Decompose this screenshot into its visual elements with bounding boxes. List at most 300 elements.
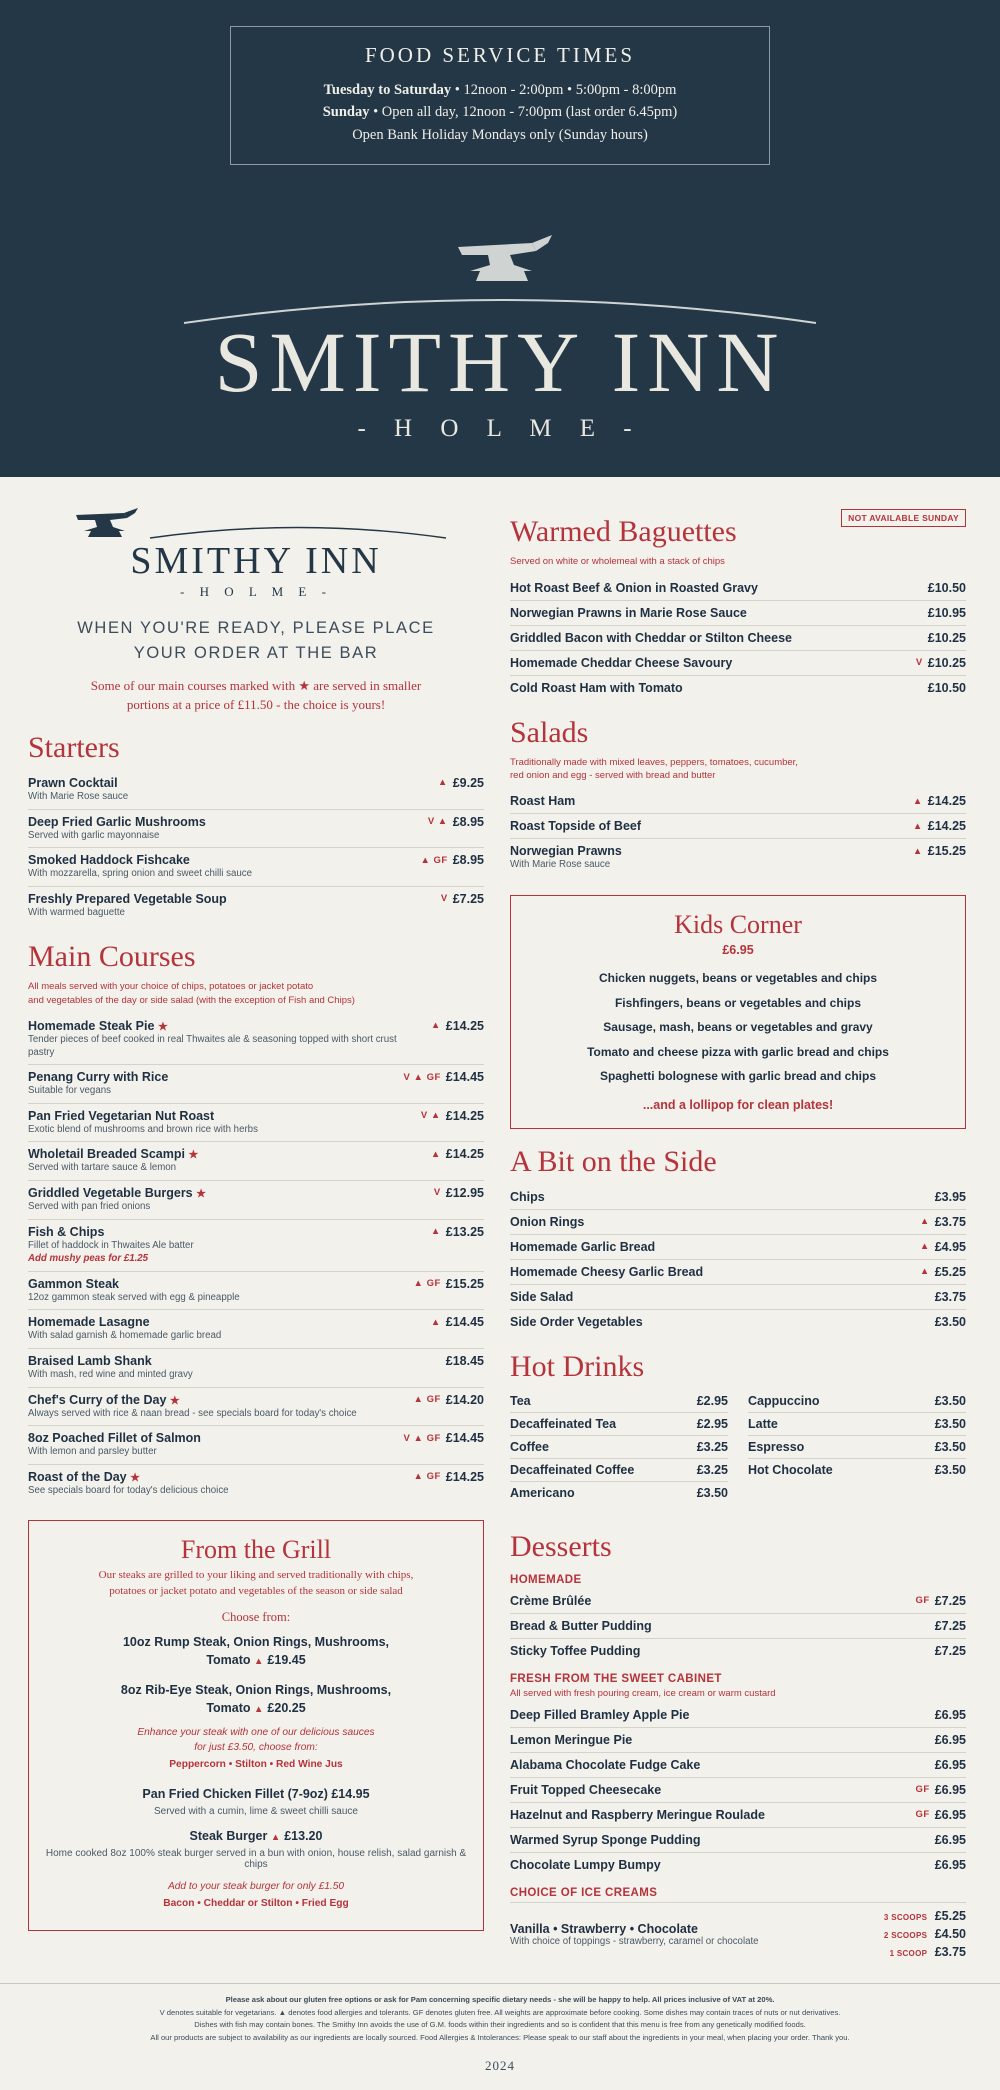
grill-item [45, 1827, 467, 1845]
desserts-heading: Desserts [510, 1529, 612, 1563]
menu-item [510, 1589, 966, 1613]
item-tags: ▲ [437, 777, 448, 789]
order-instruction-line2: YOUR ORDER AT THE BAR [133, 644, 379, 663]
item-name: Homemade Steak Pie [28, 1018, 155, 1033]
item-desc: Suitable for vegans [28, 1085, 111, 1097]
item-price: £3.75 [934, 1289, 966, 1304]
grill-item [45, 1633, 467, 1669]
hot-drinks-right-column [748, 1390, 966, 1504]
item-price: £3.75 [934, 1214, 966, 1229]
item-price: £10.50 [927, 580, 966, 595]
item-tags: ▲ [919, 1241, 930, 1253]
item-name: Roast Ham [510, 794, 576, 809]
item-tags: V [433, 1187, 441, 1199]
drink-price: £3.25 [696, 1462, 728, 1477]
drink-price: £3.50 [934, 1439, 966, 1454]
ice-cream-label: CHOICE OF ICE CREAMS [510, 1886, 658, 1899]
menu-item [28, 1141, 484, 1180]
ice-cream-price: £5.25 [934, 1908, 966, 1923]
menu-item [510, 1309, 966, 1334]
grill-item-tags: ▲ [254, 1703, 264, 1715]
menu-item [510, 1234, 966, 1259]
not-available-sunday-badge: NOT AVAILABLE SUNDAY [841, 509, 966, 527]
menu-item [510, 600, 966, 625]
menu-item [510, 1852, 966, 1877]
item-price: £7.25 [452, 891, 484, 906]
grill-item-desc: Home cooked 8oz 100% steak burger served in a bun with onion, house relish, salad garnish & chips [45, 1848, 467, 1871]
menu-item [28, 771, 484, 809]
item-price: £18.45 [445, 1354, 484, 1369]
menu-item [28, 886, 484, 925]
menu-item [28, 1014, 484, 1064]
smaller-portion-star-icon: ★ [196, 1187, 206, 1200]
item-name: Bread & Butter Pudding [510, 1618, 652, 1633]
food-service-times-box [230, 26, 770, 165]
order-instruction [28, 616, 484, 666]
anvil-icon [440, 221, 560, 287]
mains-subtitle-line2: and vegetables of the day or side salad (with the exception of Fish and Chips) [28, 994, 355, 1006]
grill-item-price: £13.20 [284, 1829, 323, 1844]
order-instruction-line1: WHEN YOU'RE READY, PLEASE PLACE [77, 619, 435, 638]
item-desc: Exotic blend of mushrooms and brown rice with herbs [28, 1123, 258, 1135]
grill-item [45, 1681, 467, 1717]
times-line-2 [241, 101, 759, 123]
drink-name: Cappuccino [748, 1393, 820, 1408]
drink-name: Espresso [748, 1439, 805, 1454]
item-price: £14.25 [445, 1108, 484, 1123]
item-tags: ▲ [912, 820, 923, 832]
item-price: £10.95 [927, 605, 966, 620]
item-tags: ▲ [919, 1216, 930, 1228]
item-price: £9.25 [452, 775, 484, 790]
secondary-logo [28, 499, 484, 600]
menu-item [510, 1185, 966, 1209]
ice-cream-row [510, 1902, 966, 1965]
ice-cream-scoops: 3 SCOOPS [883, 1912, 928, 1922]
grill-item-price: £20.25 [267, 1700, 306, 1715]
hot-drinks-lists [510, 1390, 966, 1504]
item-tags: GF [915, 1809, 930, 1821]
drink-price: £3.50 [934, 1416, 966, 1431]
item-name: Hot Roast Beef & Onion in Roasted Gravy [510, 580, 758, 595]
item-name: Hazelnut and Raspberry Meringue Roulade [510, 1807, 765, 1822]
menu-item [28, 847, 484, 886]
item-name: Gammon Steak [28, 1276, 120, 1291]
drink-price: £3.50 [934, 1462, 966, 1477]
drink-row [748, 1435, 966, 1458]
item-tags: V ▲ [420, 1110, 441, 1122]
logo-swoosh-icon-small [148, 521, 448, 541]
ice-cream-price-row [884, 1907, 966, 1925]
burger-addon-note [45, 1880, 467, 1912]
desserts-cabinet-desc: All served with fresh pouring cream, ice cream or warm custard [510, 1687, 776, 1699]
grill-item [45, 1785, 467, 1803]
grill-item-desc: Served with a cumin, lime & sweet chilli sauce [154, 1806, 358, 1818]
grill-item-tags: ▲ [270, 1832, 281, 1844]
menu-item [510, 1703, 966, 1727]
grill-item-name-line2: Tomato [206, 1700, 251, 1715]
item-price: £7.25 [934, 1618, 966, 1633]
secondary-logo-title: SMITHY INN [130, 540, 382, 583]
menu-item [510, 576, 966, 600]
item-desc: Fillet of haddock in Thwaites Ale batter [28, 1239, 194, 1251]
item-price: £10.50 [927, 680, 966, 695]
item-tags: GF [915, 1784, 930, 1796]
item-price: £14.25 [927, 819, 966, 834]
item-price: £6.95 [934, 1782, 966, 1797]
kids-heading: Kids Corner [674, 909, 802, 939]
item-desc: With salad garnish & homemade garlic bread [28, 1330, 222, 1342]
item-name: Fruit Topped Cheesecake [510, 1782, 662, 1797]
item-price: £10.25 [927, 655, 966, 670]
item-price: £4.95 [934, 1239, 966, 1254]
drink-price: £2.95 [696, 1393, 728, 1408]
item-tags: ▲ GF [413, 1394, 441, 1406]
menu-item [28, 1309, 484, 1348]
drink-price: £2.95 [696, 1416, 728, 1431]
menu-item [510, 1802, 966, 1827]
menu-item [510, 625, 966, 650]
menu-item [510, 650, 966, 675]
item-price: £6.95 [934, 1707, 966, 1722]
menu-item [510, 1777, 966, 1802]
grill-item-name-line1: 10oz Rump Steak, Onion Rings, Mushrooms, [122, 1635, 389, 1650]
item-tags: V ▲ [427, 816, 448, 828]
ice-cream-scoops: 1 SCOOP [889, 1949, 928, 1959]
anvil-icon-small [64, 499, 144, 541]
item-tags: ▲ GF [413, 1278, 441, 1290]
item-desc: See specials board for today's delicious choice [28, 1484, 229, 1496]
item-desc: Tender pieces of beef cooked in real Thwaites ale & seasoning topped with short crust pastry [28, 1033, 397, 1058]
ice-cream-price-row [884, 1925, 966, 1943]
grill-item-price: £14.95 [331, 1787, 370, 1802]
star-portion-note-line1: Some of our main courses marked with ★ are served in smaller [90, 677, 422, 693]
item-price: £6.95 [934, 1857, 966, 1872]
times-line-1-days: Tuesday to Saturday [323, 82, 452, 98]
item-price: £3.95 [934, 1189, 966, 1204]
kids-item: Spaghetti bolognese with garlic bread and chips [599, 1069, 877, 1084]
menu-item [28, 1219, 484, 1271]
menu-item [510, 1209, 966, 1234]
ice-cream-price: £4.50 [934, 1927, 966, 1941]
menu-item [28, 1387, 484, 1426]
hot-drinks-left-column [510, 1390, 728, 1504]
salads-heading: Salads [510, 715, 589, 749]
item-tags: ▲ [430, 1316, 441, 1328]
times-line-3: Open Bank Holiday Mondays only (Sunday hours) [352, 126, 648, 143]
drink-name: Coffee [510, 1439, 549, 1454]
item-name: Onion Rings [510, 1214, 585, 1229]
menu-item [28, 1103, 484, 1142]
item-name: Wholetail Breaded Scampi [28, 1147, 185, 1162]
item-name: Fish & Chips [28, 1224, 105, 1239]
desserts-homemade-list [510, 1589, 966, 1663]
item-tags: ▲ [430, 1020, 441, 1032]
item-name: Warmed Syrup Sponge Pudding [510, 1832, 701, 1847]
legal-footer [0, 1983, 1000, 2050]
drink-name: Decaffeinated Coffee [510, 1462, 635, 1477]
item-desc: With Marie Rose sauce [28, 790, 129, 802]
ice-cream-price: £3.75 [934, 1945, 966, 1960]
footer-line-4: All our products are subject to availability as our ingredients are locally sourced. Food Allergies & Intolerances: Please speak to our staff about the ingredients in your meal, when placing your order. Thank you. [150, 2032, 850, 2042]
item-name: Side Salad [510, 1289, 574, 1304]
item-name: Side Order Vegetables [510, 1314, 643, 1329]
hero-header [0, 0, 1000, 477]
baguettes-subtitle: Served on white or wholemeal with a stack of chips [510, 556, 725, 568]
footer-line-3: Dishes with fish may contain bones. The Smithy Inn avoids the use of G.M. foods within their ingredients and so is confident that this menu is free from any genetically modified foods. [194, 2020, 806, 2030]
mains-list [28, 1014, 484, 1503]
menu-item [28, 1425, 484, 1464]
desserts-homemade-label: HOMEMADE [510, 1573, 582, 1586]
item-price: £14.25 [445, 1018, 484, 1033]
grill-item-name-line1: Steak Burger [189, 1829, 268, 1844]
item-name: Pan Fried Vegetarian Nut Roast [28, 1108, 215, 1123]
item-name: Crème Brûlée [510, 1593, 592, 1608]
drink-row [748, 1390, 966, 1412]
menu-item [510, 1259, 966, 1284]
menu-item [510, 789, 966, 813]
item-name: Roast Topside of Beef [510, 819, 642, 834]
item-name: Roast of the Day [28, 1469, 127, 1484]
item-name: Homemade Garlic Bread [510, 1239, 656, 1254]
from-the-grill-box [28, 1520, 484, 1931]
menu-item [510, 1727, 966, 1752]
menu-item [28, 1064, 484, 1103]
item-desc: Served with pan fried onions [28, 1200, 151, 1212]
item-name: Homemade Cheddar Cheese Savoury [510, 655, 733, 670]
secondary-logo-subtitle: - H O L M E - [180, 584, 332, 600]
item-price: £12.95 [445, 1185, 484, 1200]
item-price: £15.25 [927, 844, 966, 859]
times-line-2-hours: • Open all day, 12noon - 7:00pm (last order 6.45pm) [369, 104, 678, 121]
item-name: Homemade Lasagne [28, 1315, 150, 1330]
item-price: £13.25 [445, 1224, 484, 1239]
drink-name: Tea [510, 1393, 531, 1408]
item-name: Norwegian Prawns in Marie Rose Sauce [510, 605, 747, 620]
menu-item [510, 1752, 966, 1777]
starters-heading: Starters [28, 730, 120, 764]
item-tags: ▲ [430, 1226, 441, 1238]
item-name: Penang Curry with Rice [28, 1070, 169, 1085]
item-price: £14.45 [445, 1431, 484, 1446]
kids-item: Tomato and cheese pizza with garlic bread and chips [587, 1044, 889, 1059]
item-desc-extra: Add mushy peas for £1.25 [28, 1253, 149, 1265]
times-title: FOOD SERVICE TIMES [364, 43, 636, 67]
item-name: Lemon Meringue Pie [510, 1732, 633, 1747]
star-portion-note-line2: portions at a price of £11.50 - the choice is yours! [126, 697, 386, 713]
kids-corner-box [510, 895, 966, 1129]
logo-subtitle: - H O L M E - [357, 415, 643, 443]
drink-row [510, 1435, 728, 1458]
drink-name: Americano [510, 1485, 575, 1500]
footer-line-1: Please ask about our gluten free options or ask for Pam concerning specific dietary needs - she will be happy to help. All prices inclusive of VAT at 20%. [225, 1995, 775, 2005]
item-price: £3.50 [934, 1314, 966, 1329]
item-price: £6.95 [934, 1732, 966, 1747]
desserts-cabinet-label: FRESH FROM THE SWEET CABINET [510, 1672, 722, 1685]
item-tags: ▲ GF [413, 1471, 441, 1483]
grill-note-line2: potatoes or jacket potato and vegetables of the season or side salad [109, 1585, 403, 1598]
grill-item-name-line1: Pan Fried Chicken Fillet (7-9oz) [142, 1787, 328, 1802]
footer-year: 2024 [485, 2058, 515, 2074]
item-price: £14.20 [445, 1392, 484, 1407]
item-tags: ▲ [912, 845, 923, 857]
item-tags: V [915, 657, 923, 669]
item-name: Alabama Chocolate Fudge Cake [510, 1757, 701, 1772]
mains-subtitle-line1: All meals served with your choice of chips, potatoes or jacket potato [28, 981, 314, 993]
item-desc: With lemon and parsley butter [28, 1446, 157, 1458]
item-price: £10.25 [927, 630, 966, 645]
item-name: Chips [510, 1189, 545, 1204]
item-price: £6.95 [934, 1832, 966, 1847]
item-name: Smoked Haddock Fishcake [28, 853, 190, 868]
right-column [510, 499, 966, 1965]
smaller-portion-star-icon: ★ [157, 1020, 168, 1033]
salads-subtitle [510, 756, 966, 783]
item-desc: Served with garlic mayonnaise [28, 829, 160, 841]
drink-name: Hot Chocolate [748, 1462, 833, 1477]
item-name: Freshly Prepared Vegetable Soup [28, 891, 227, 906]
item-tags: ▲ GF [420, 854, 448, 866]
item-name: Cold Roast Ham with Tomato [510, 680, 683, 695]
item-price: £15.25 [445, 1276, 484, 1291]
steak-sauce-note [45, 1726, 467, 1773]
menu-item [510, 1613, 966, 1638]
item-price: £14.25 [445, 1469, 484, 1484]
hot-drinks-heading: Hot Drinks [510, 1349, 645, 1383]
ice-cream-flavours: Vanilla • Strawberry • Chocolate [510, 1921, 698, 1936]
item-price: £8.95 [452, 814, 484, 829]
item-price: £14.25 [927, 794, 966, 809]
drink-price: £3.50 [934, 1393, 966, 1408]
kids-footer-note: ...and a lollipop for clean plates! [642, 1097, 834, 1112]
steak-sauce-list: Peppercorn • Stilton • Red Wine Jus [169, 1759, 343, 1771]
item-tags: ▲ [430, 1148, 441, 1160]
burger-addon-note-line1: Add to your steak burger for only £1.50 [167, 1881, 345, 1893]
drink-row [748, 1412, 966, 1435]
grill-heading: From the Grill [180, 1535, 332, 1565]
item-name: Deep Filled Bramley Apple Pie [510, 1707, 690, 1722]
item-name: Chef's Curry of the Day [28, 1392, 167, 1407]
drink-row [510, 1481, 728, 1504]
drink-price: £3.25 [696, 1439, 728, 1454]
item-tags: ▲ [919, 1266, 930, 1278]
left-column [28, 499, 484, 1965]
item-tags: V ▲ GF [403, 1071, 441, 1083]
drink-row [748, 1458, 966, 1481]
item-tags: V ▲ GF [403, 1432, 441, 1444]
item-name: Griddled Bacon with Cheddar or Stilton Cheese [510, 630, 792, 645]
menu-item [28, 1271, 484, 1310]
times-line-2-days: Sunday [322, 104, 370, 121]
footer-line-2: V denotes suitable for vegetarians. ▲ denotes food allergies and tolerants. GF denotes gluten free. All weights are approximate before cooking. Some dishes may contain traces of nuts or nut derivatives. [159, 2007, 841, 2017]
item-tags: V [440, 893, 448, 905]
burger-addon-list: Bacon • Cheddar or Stilton • Fried Egg [163, 1898, 349, 1910]
grill-item-tags: ▲ [254, 1656, 264, 1668]
item-desc: 12oz gammon steak served with egg & pineapple [28, 1291, 240, 1303]
starters-list [28, 771, 484, 924]
sides-list [510, 1185, 966, 1334]
item-price: £14.25 [445, 1147, 484, 1162]
salads-list [510, 789, 966, 877]
menu-item [510, 838, 966, 877]
item-price: £14.45 [445, 1315, 484, 1330]
menu-item [28, 809, 484, 848]
grill-item-name-line2: Tomato [206, 1653, 251, 1668]
drink-row [510, 1412, 728, 1435]
grill-item-name-line1: 8oz Rib-Eye Steak, Onion Rings, Mushrooms, [120, 1682, 392, 1697]
salads-subtitle-line2: red onion and egg - served with bread and butter [510, 770, 716, 781]
steak-sauce-note-line1: Enhance your steak with one of our delicious sauces [137, 1726, 375, 1738]
sides-heading: A Bit on the Side [510, 1144, 717, 1178]
item-price: £6.95 [934, 1757, 966, 1772]
baguettes-header-row [510, 499, 966, 555]
item-price: £8.95 [452, 853, 484, 868]
item-name: 8oz Poached Fillet of Salmon [28, 1431, 201, 1446]
item-desc: With Marie Rose sauce [510, 859, 611, 871]
smaller-portion-star-icon: ★ [188, 1149, 199, 1162]
ice-cream-price-row [884, 1943, 966, 1961]
star-portion-note [28, 676, 484, 715]
drink-row [510, 1458, 728, 1481]
times-line-1 [241, 79, 759, 101]
drink-row [510, 1390, 728, 1412]
item-desc: Always served with rice & naan bread - see specials board for today's choice [28, 1407, 357, 1419]
item-price: £7.25 [934, 1593, 966, 1608]
menu-item [510, 1284, 966, 1309]
ice-cream-scoops: 2 SCOOPS [883, 1931, 928, 1940]
item-name: Chocolate Lumpy Bumpy [510, 1857, 661, 1872]
item-name: Norwegian Prawns [510, 844, 622, 859]
grill-choose-label: Choose from: [221, 1610, 291, 1625]
grill-note [45, 1568, 467, 1600]
item-tags: ▲ [912, 795, 923, 807]
baguettes-list [510, 576, 966, 700]
item-desc: With mash, red wine and minted gravy [28, 1369, 193, 1381]
grill-note-line1: Our steaks are grilled to your liking and served traditionally with chips, [98, 1569, 414, 1582]
kids-price: £6.95 [722, 942, 754, 957]
item-price: £7.25 [934, 1643, 966, 1658]
main-logo [0, 221, 1000, 443]
mains-heading: Main Courses [28, 940, 196, 974]
ice-cream-desc: With choice of toppings - strawberry, caramel or chocolate [510, 1935, 759, 1947]
kids-item: Chicken nuggets, beans or vegetables and chips [598, 970, 878, 985]
times-line-1-hours: • 12noon - 2:00pm • 5:00pm - 8:00pm [451, 82, 677, 98]
menu-item [510, 813, 966, 838]
smaller-portion-star-icon: ★ [130, 1471, 140, 1484]
mains-subtitle [28, 980, 484, 1007]
desserts-cabinet-list [510, 1703, 966, 1877]
item-name: Braised Lamb Shank [28, 1354, 152, 1369]
salads-subtitle-line1: Traditionally made with mixed leaves, peppers, tomatoes, cucumber, [510, 756, 798, 768]
menu-item [28, 1348, 484, 1387]
item-price: £6.95 [934, 1807, 966, 1822]
drink-name: Decaffeinated Tea [510, 1416, 617, 1431]
item-price: £5.25 [934, 1264, 966, 1279]
steak-sauce-note-line2: for just £3.50, choose from: [194, 1741, 318, 1753]
item-name: Griddled Vegetable Burgers [28, 1185, 193, 1200]
item-name: Deep Fried Garlic Mushrooms [28, 814, 206, 829]
item-desc: With mozzarella, spring onion and sweet chilli sauce [28, 868, 252, 880]
item-desc: Served with tartare sauce & lemon [28, 1162, 177, 1174]
drink-price: £3.50 [696, 1485, 728, 1500]
kids-item: Fishfingers, beans or vegetables and chips [614, 995, 862, 1010]
kids-item: Sausage, mash, beans or vegetables and gravy [603, 1020, 873, 1035]
item-tags: GF [915, 1595, 930, 1607]
item-name: Sticky Toffee Pudding [510, 1643, 641, 1658]
item-price: £14.45 [445, 1070, 484, 1085]
baguettes-heading: Warmed Baguettes [510, 515, 737, 549]
drink-name: Latte [748, 1416, 778, 1431]
